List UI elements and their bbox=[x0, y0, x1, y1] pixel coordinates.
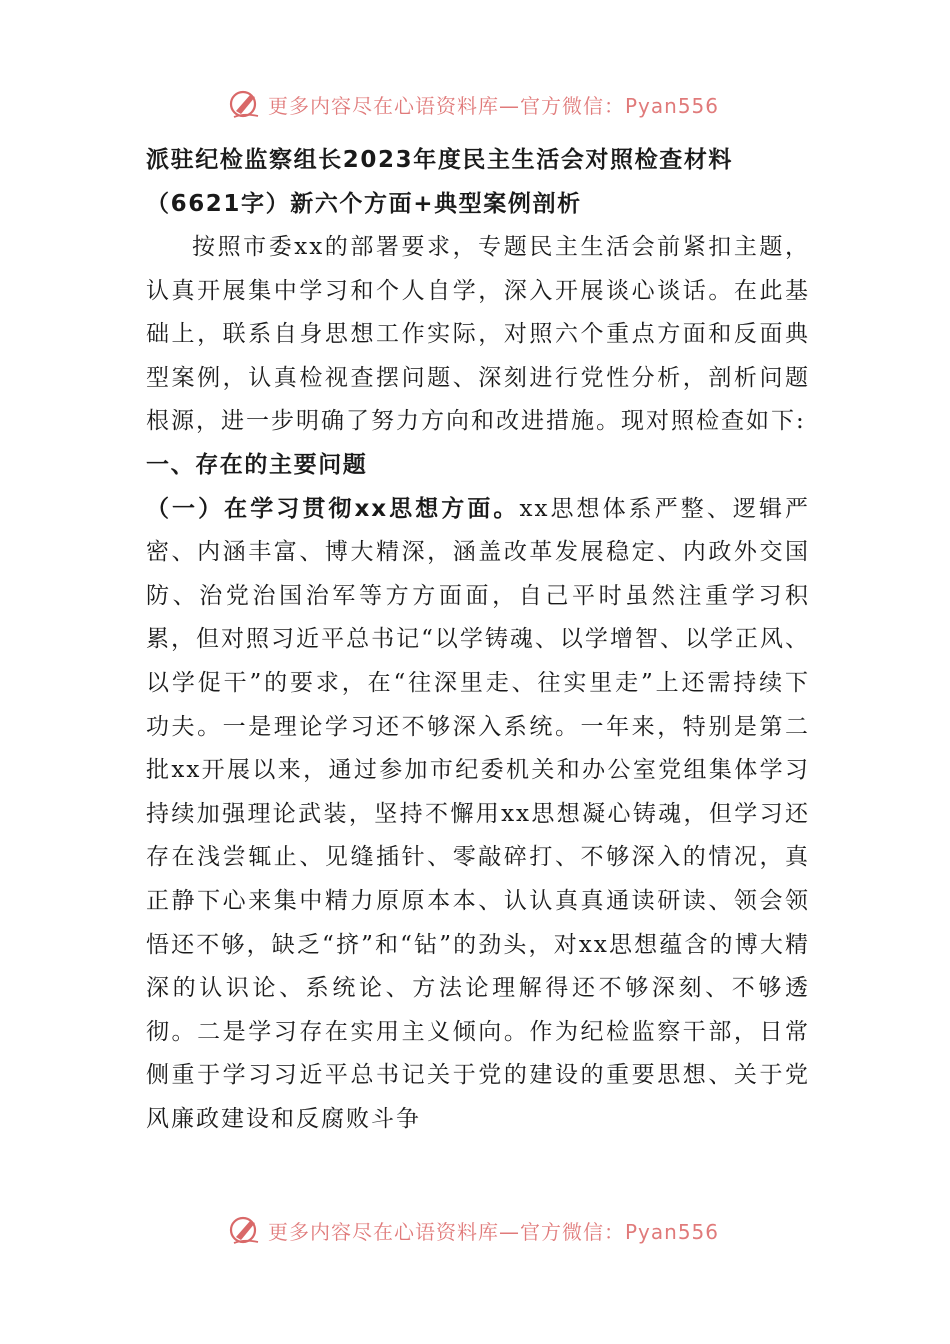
watermark-header bbox=[228, 84, 719, 124]
watermark-footer bbox=[228, 1210, 719, 1250]
watermark-text: 更多内容尽在心语资料库—官方微信：Pyan556 bbox=[268, 1219, 720, 1244]
pen-logo-icon bbox=[228, 87, 262, 121]
intro-paragraph: 按照市委xx的部署要求，专题民主生活会前紧扣主题，认真开展集中学习和个人自学，深入开展谈心谈话。在此基础上，联系自身思想工作实际，对照六个重点方面和反面典型案例，认真检视查摆问题、深刻进行党性分析，剖析问题根源，进一步明确了努力方向和改进措施。现对照检查如下: bbox=[146, 234, 810, 435]
document-title-line-1: 派驻纪检监察组长2023年度民主生活会对照检查材料 bbox=[146, 147, 734, 173]
document-body bbox=[146, 138, 810, 1141]
subsection-body-1: xx思想体系严整、逻辑严密、内涵丰富、博大精深，涵盖改革发展稳定、内政外交国防、治党治国治军等方方面面，自己平时虽然注重学习积累，但对照习近平总书记“以学铸魂、以学增智、以学正风、以学促干”的要求，在“往深里走、往实里走”上还需持续下功夫。一是理论学习还不够深入系统。一年来，特别是第二批xx开展以来，通过参加市纪委机关和办公室党组集体学习持续加强理论武装，坚持不懈用xx思想凝心铸魂，但学习还存在浅尝辄止、见缝插针、零敲碎打、不够深入的情况，真正静下心来集中精力原原本本、认认真真通读研读、领会领悟还不够，缺乏“挤”和“钻”的劲头，对xx思想蕴含的博大精深的认识论、系统论、方法论理解得还不够深刻、不够透彻。二是学习存在实用主义倾向。作为纪检监察干部，日常侧重于学习习近平总书记关于党的建设的重要思想、关于党风廉政建设和反腐败斗争 bbox=[146, 495, 810, 1132]
document-title-line-2: （6621字）新六个方面+典型案例剖析 bbox=[146, 191, 582, 217]
subsection-lead-1: （一）在学习贯彻xx思想方面。 bbox=[146, 495, 520, 522]
section-heading-1: 一、存在的主要问题 bbox=[146, 451, 368, 478]
watermark-text: 更多内容尽在心语资料库—官方微信：Pyan556 bbox=[268, 93, 720, 118]
pen-logo-icon bbox=[228, 1213, 262, 1247]
subsection-paragraph-1 bbox=[146, 488, 810, 1142]
